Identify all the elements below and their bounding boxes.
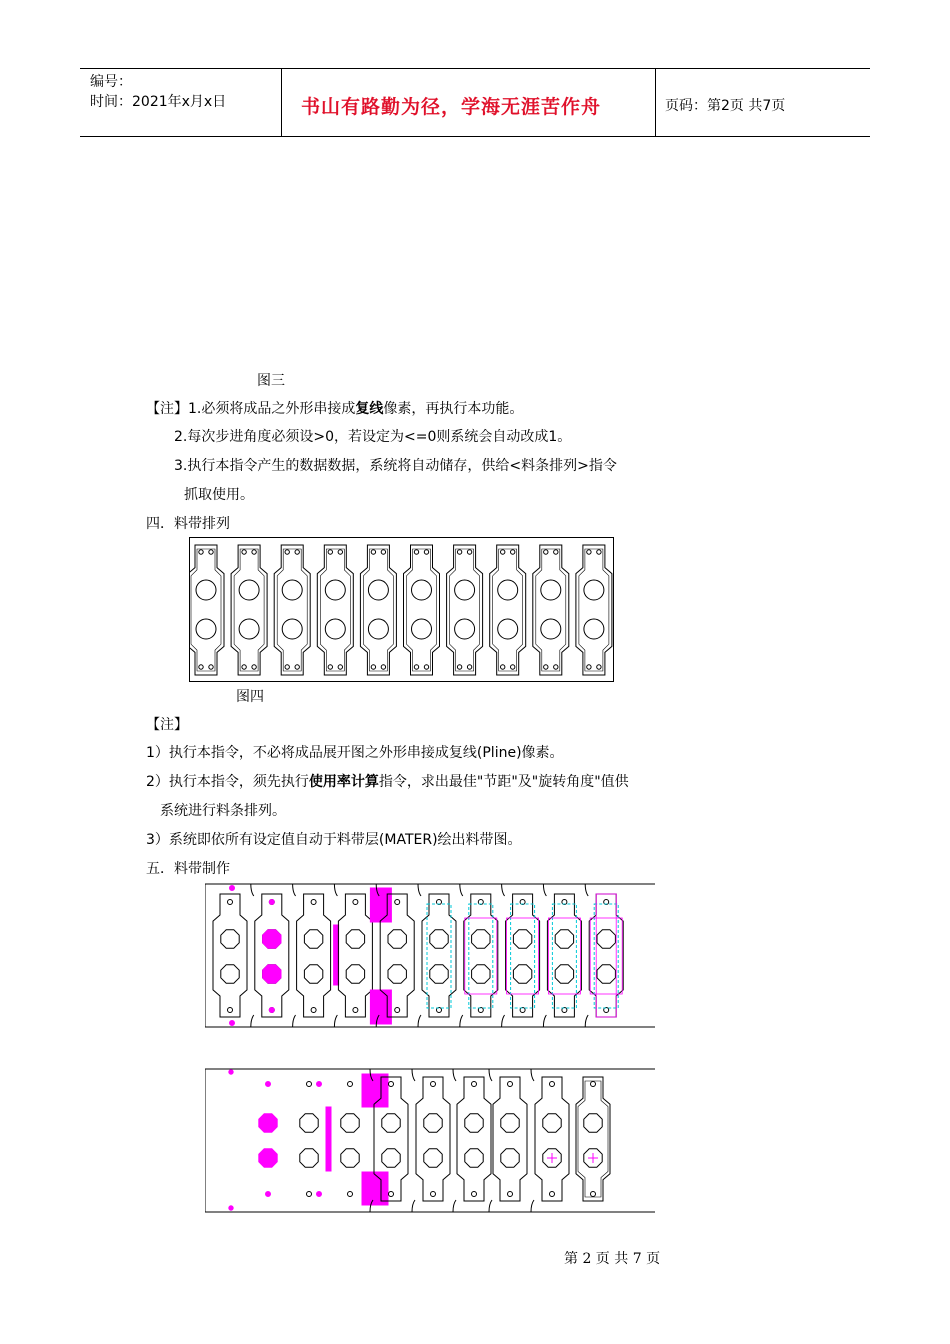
note-3: 3.执行本指令产生的数据数据，系统将自动储存，供给<料条排列>指令 <box>174 458 617 474</box>
section4-note-2-bold: 使用率计算 <box>308 774 379 790</box>
header-motto: 书山有路勤为径，学海无涯苦作舟 <box>301 96 602 118</box>
strip-station <box>585 884 623 1027</box>
note-1-text-b: 像素，再执行本功能。 <box>383 401 524 417</box>
header-top-rule <box>80 68 870 69</box>
section4-note-2-text-a: 2）执行本指令，须先执行 <box>146 774 309 790</box>
note-2: 2.每次步进角度必须设>0，若设定为<=0则系统会自动改成1。 <box>174 429 572 445</box>
strip-station <box>502 884 540 1027</box>
strip-station <box>251 884 289 1027</box>
strip-station <box>213 886 247 1026</box>
doc-date-label: 时间：2021年x月x日 <box>90 94 227 110</box>
strip-part <box>231 545 267 675</box>
section4-note-3: 3）系统即依所有设定值自动于料带层(MATER)绘出料带图。 <box>146 832 522 848</box>
strip-station <box>460 884 498 1027</box>
strip-station <box>229 1070 233 1210</box>
header-page-info: 页码：第2页 共7页 <box>665 98 786 114</box>
note-3-continued: 抓取使用。 <box>184 487 254 503</box>
strip-station <box>453 1069 491 1212</box>
note-1-bold: 复线 <box>355 401 384 417</box>
strip-station <box>489 1069 527 1212</box>
strip-station <box>531 1069 569 1212</box>
note-prefix: 【注】 <box>146 401 188 417</box>
section4-note-2-text-b: 指令，求出最佳"节距"及"旋转角度"值供 <box>378 774 629 790</box>
figure5-strip-process-top <box>205 882 657 1030</box>
strip-station <box>418 884 456 1027</box>
figure4-strip-layout <box>189 537 614 683</box>
strip-station <box>334 884 391 1027</box>
strip-part <box>189 545 224 675</box>
strip-station <box>259 1082 277 1197</box>
strip-part <box>533 545 569 675</box>
section4-heading: 四．料带排列 <box>146 516 230 532</box>
strip-part <box>274 545 310 675</box>
section4-note-title: 【注】 <box>146 717 188 733</box>
header-bottom-rule <box>80 136 870 137</box>
figure3-caption: 图三 <box>257 373 285 389</box>
strip-edge <box>205 884 655 1027</box>
footer-page-info: 第 2 页 共 7 页 <box>564 1251 661 1267</box>
strip-part <box>360 545 396 675</box>
doc-number-label: 编号： <box>90 74 132 90</box>
section4-note-2 <box>146 771 629 791</box>
strip-part <box>404 545 440 675</box>
strip-part <box>490 545 526 675</box>
note-1-text-a: 1.必须将成品之外形串接成 <box>188 401 356 417</box>
section4-note-1: 1）执行本指令，不必将成品展开图之外形串接成复线(Pline)像素。 <box>146 745 564 761</box>
section4-note-2-continued: 系统进行料条排列。 <box>160 803 286 819</box>
strip-station <box>543 884 581 1027</box>
strip-station <box>300 1082 331 1197</box>
strip-station <box>293 884 339 1027</box>
strip-station <box>576 1077 610 1201</box>
strip-edge <box>205 1069 655 1212</box>
header-divider <box>281 68 282 136</box>
strip-part <box>576 545 612 675</box>
figure4-caption: 图四 <box>236 689 264 705</box>
figure5-strip-process-bottom <box>205 1067 657 1215</box>
section5-heading: 五．料带制作 <box>146 861 230 877</box>
strip-part <box>447 545 483 675</box>
strip-part <box>317 545 353 675</box>
strip-station <box>412 1069 450 1212</box>
note-1 <box>146 398 523 418</box>
header-divider <box>655 68 656 136</box>
